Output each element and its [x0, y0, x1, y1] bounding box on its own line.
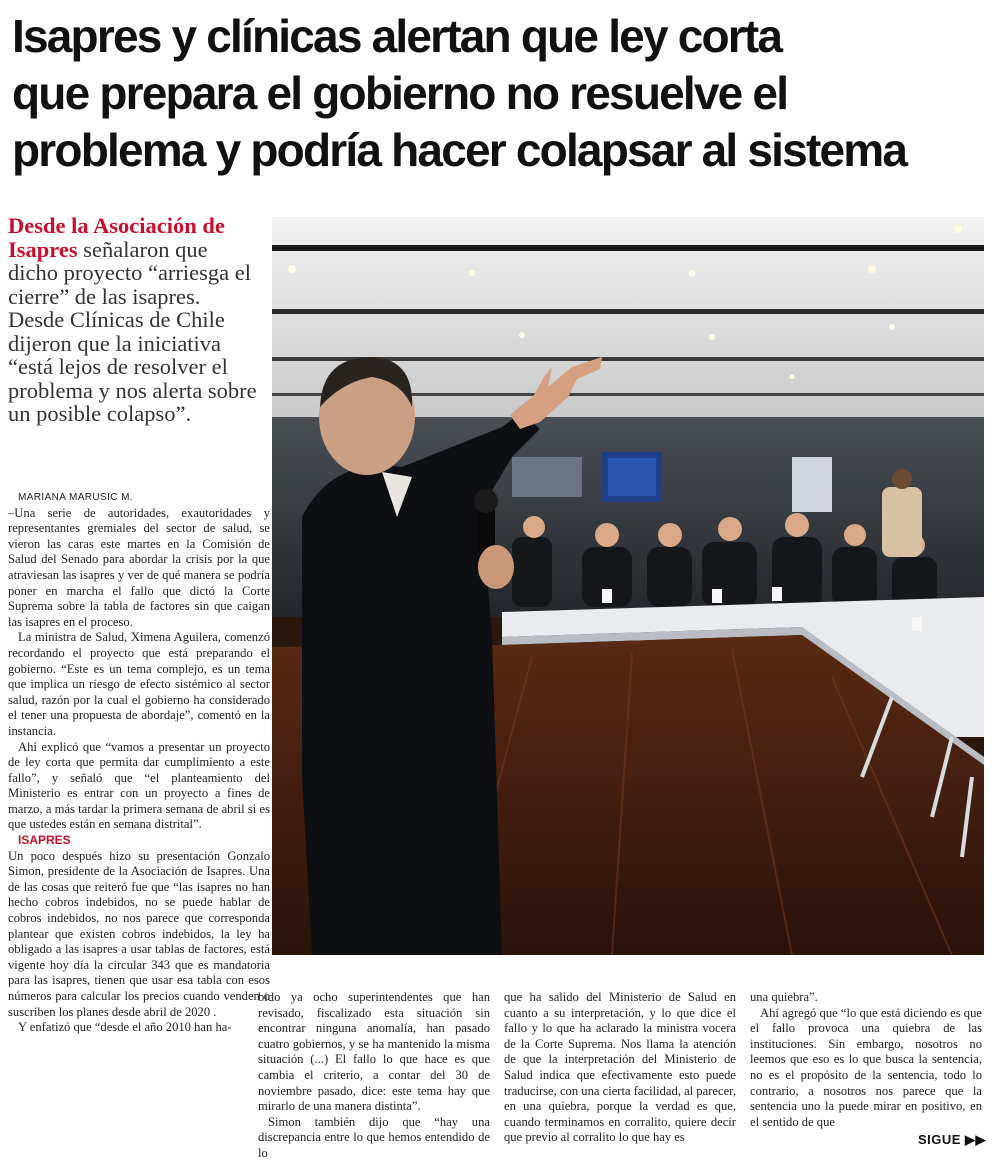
article-column-1 [8, 490, 270, 1036]
paragraph: una quiebra”. [750, 990, 818, 1004]
article-column-2 [258, 990, 490, 1162]
article-column-3 [504, 990, 736, 1146]
deck-text: señalaron que dicho proyecto “arriesga el cierre” de las isapres. Desde Clínicas de Chile dijeron que la iniciativa “está lejos de resolver el problema y nos alerta sobre un posible colapso”. [8, 236, 257, 426]
paragraph: Ahí agregó que “lo que está diciendo es que el fallo provoca una quiebra de las instituciones. Sin embargo, nosotros no leemos que eso es lo que busca la sentencia, no es el propósito de la sentencia, todo lo contrario, a nosotros nos parece que la sentencia uno la puede mirar en positivo, en el sentido de que [750, 1005, 982, 1129]
paragraph: Simon también dijo que “hay una discrepancia entre lo que hemos entendido de lo [258, 1114, 490, 1160]
deck [8, 214, 258, 426]
paragraph: bido ya ocho superintendentes que han revisado, fiscalizado esta situación sin encontrar ninguna anomalía, han pasado cuatro gobiernos, y se ha mantenido la misma situación (...) El fallo lo que hace es que cambia el criterio, a contar del 30 de noviembre pasado, dice: este tema hay que mirarlo de una manera distinta”. [258, 990, 490, 1114]
paragraph: La ministra de Salud, Ximena Aguilera, comenzó recordando el proyecto que está preparando el gobierno. “Este es un tema complejo, es un tema que implica un riesgo de efecto sistémico al sector salud, razón por la cual el gobierno ha considerado el tener una propuesta de abordaje”, comentó en la instancia. [8, 630, 270, 738]
paragraph: –Una serie de autoridades, exautoridades y representantes gremiales del sector de salud, se vieron las caras este martes en la Comisión de Salud del Senado para abordar la crisis por la que atraviesan las isapres y ver de qué manera se podría poner en marcha el fallo que dictó la Corte Suprema sobre la tabla de factores sin que caigan las isapres en el proceso. [8, 505, 270, 629]
article-column-4 [750, 990, 982, 1130]
headline-line-3: problema y podría hacer colapsar al sistema [12, 124, 907, 176]
paragraph: Ahí explicó que “vamos a presentar un proyecto de ley corta que permita dar cumplimiento a este fallo”, y señaló que “el planteamiento del Ministerio es entrar con un proyecto a fines de marzo, a más tardar la primera semana de abril si es que ustedes están en semana distrital”. [8, 739, 270, 832]
section-subhead: ISAPRES [18, 833, 71, 848]
paragraph: Un poco después hizo su presentación Gonzalo Simon, presidente de la Asociación de Isapres. Una de las cosas que reiteró fue que “las isapres no han hecho cobros indebidos, no se puede hablar de cobros indebidos, no nos parece que corresponda plantear que existen cobros indebidos, la ley ha obligado a las isapres a usar tablas de factores, está vigente hoy día la circular 343 que es mandatoria para las isapres, tienen que usar esa tabla con esos números para calcular los precios cuando venden o suscriben los planes desde abril de 2020 . [8, 848, 270, 1019]
headline-line-2: que prepara el gobierno no resuelve el [12, 67, 788, 119]
paragraph: que ha salido del Ministerio de Salud en cuanto a su interpretación, y lo que dice el fallo y lo que ha aclarado la ministra vocera de la Corte Suprema. Nos llama la atención de que la interpretación del Ministerio de Salud indica que efectivamente esto puede traducirse, con una cierta facilidad, al parecer, en una quiebra, porque la verdad es que, cuando terminamos en corralito, quiere decir que previo al corralito lo que hay es [504, 990, 736, 1145]
byline: MARIANA MARUSIC M. [18, 492, 133, 503]
headline [12, 8, 992, 179]
continue-marker: SIGUE ▶▶ [917, 1132, 986, 1147]
photo-senate-commission [272, 217, 984, 955]
headline-line-1: Isapres y clínicas alertan que ley corta [12, 10, 782, 62]
paragraph: Y enfatizó que “desde el año 2010 han ha- [18, 1020, 232, 1035]
deck-lead: Desde la Asociación de Isapres [8, 213, 225, 262]
